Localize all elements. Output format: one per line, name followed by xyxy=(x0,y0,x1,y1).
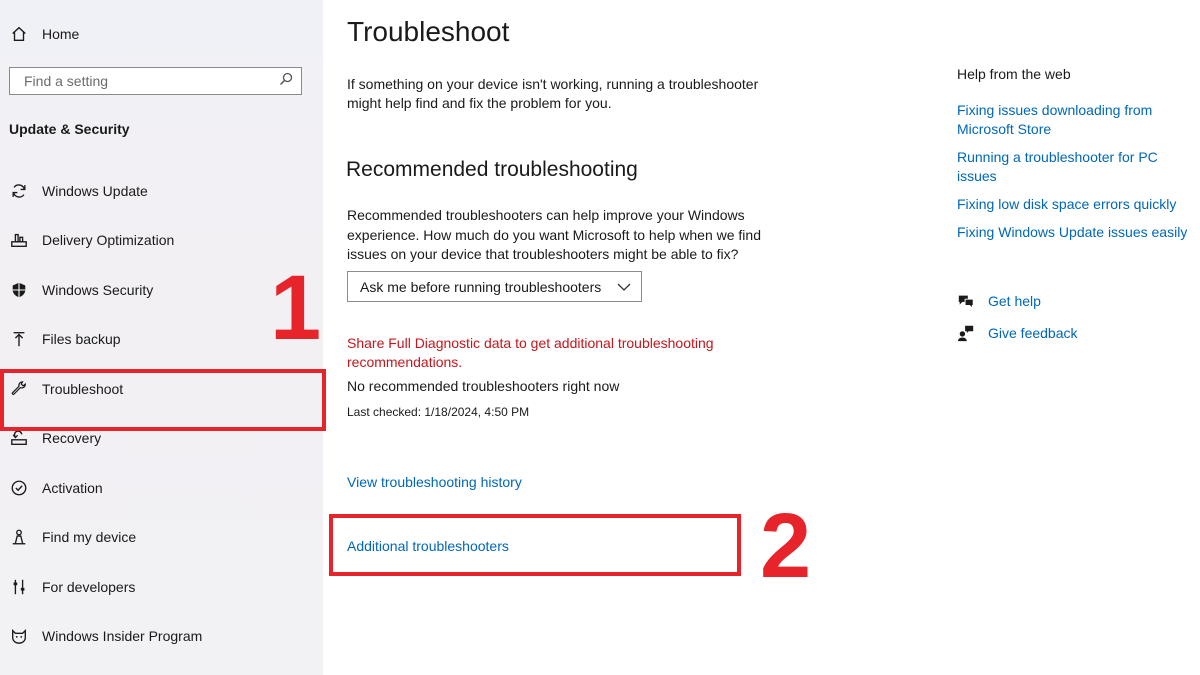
sidebar-item-label: Recovery xyxy=(42,430,102,447)
search-icon[interactable] xyxy=(279,72,293,91)
sidebar-item-delivery-optimization[interactable] xyxy=(9,216,309,266)
nav-home[interactable] xyxy=(9,22,79,46)
sidebar-item-find-my-device[interactable] xyxy=(9,513,309,563)
shield-icon xyxy=(9,280,29,300)
give-feedback-link[interactable] xyxy=(957,323,1078,343)
intro-text: If something on your device isn't working, running a troubleshooter might help find and fix the problem for you. xyxy=(347,76,759,111)
page-title: Troubleshoot xyxy=(347,16,510,47)
annotation-number-2: 2 xyxy=(760,495,812,597)
help-from-web-title: Help from the web xyxy=(957,66,1071,82)
help-link-run-troubleshooter[interactable]: Running a troubleshooter for PC issues xyxy=(957,149,1158,184)
person-location-icon xyxy=(9,527,29,547)
home-icon xyxy=(9,24,29,44)
view-troubleshooting-history-link[interactable]: View troubleshooting history xyxy=(347,474,522,490)
help-link-microsoft-store[interactable]: Fixing issues downloading from Microsoft Store xyxy=(957,102,1153,137)
sidebar-item-label: Windows Insider Program xyxy=(42,628,203,645)
additional-troubleshooters-link[interactable]: Additional troubleshooters xyxy=(347,538,509,554)
dropdown-value: Ask me before running troubleshooters xyxy=(360,278,602,295)
upload-icon xyxy=(9,329,29,349)
no-recommended-text: No recommended troubleshooters right now xyxy=(347,378,620,394)
search-box[interactable] xyxy=(9,67,302,95)
recovery-icon xyxy=(9,428,29,448)
share-diagnostic-data-link[interactable]: Share Full Diagnostic data to get additional troubleshooting recommendations. xyxy=(347,335,714,370)
get-help-link[interactable] xyxy=(957,291,1041,311)
help-links xyxy=(957,101,1197,251)
sidebar-item-label: For developers xyxy=(42,578,136,595)
sidebar-item-windows-update[interactable] xyxy=(9,166,309,216)
recommended-description: Recommended troubleshooters can help improve your Windows experience. How much do you want Microsoft to help when we find issues on your device that troubleshooters might be able to fix? xyxy=(347,207,761,262)
sidebar-item-label: Delivery Optimization xyxy=(42,232,175,249)
insider-cat-icon xyxy=(9,626,29,646)
delivery-icon xyxy=(9,230,29,250)
search-input[interactable] xyxy=(22,72,279,90)
get-help-label: Get help xyxy=(988,293,1041,309)
sidebar-item-label: Find my device xyxy=(42,529,137,546)
give-feedback-label: Give feedback xyxy=(988,325,1078,341)
sidebar-item-activation[interactable] xyxy=(9,463,309,513)
annotation-box-troubleshoot xyxy=(0,369,326,431)
sidebar-item-files-backup[interactable] xyxy=(9,315,309,365)
check-circle-icon xyxy=(9,478,29,498)
chevron-down-icon xyxy=(617,279,631,295)
recommended-heading: Recommended troubleshooting xyxy=(346,158,638,181)
last-checked-text: Last checked: 1/18/2024, 4:50 PM xyxy=(347,405,530,419)
sidebar-item-label: Troubleshoot xyxy=(42,380,124,397)
nav-home-label: Home xyxy=(42,26,80,42)
help-link-windows-update[interactable]: Fixing Windows Update issues easily xyxy=(957,224,1188,240)
sidebar-item-label: Activation xyxy=(42,479,103,496)
sidebar-item-windows-security[interactable] xyxy=(9,265,309,315)
help-link-low-disk-space[interactable]: Fixing low disk space errors quickly xyxy=(957,196,1177,212)
sidebar-item-for-developers[interactable] xyxy=(9,562,309,612)
sync-icon xyxy=(9,181,29,201)
recommended-troubleshooting-dropdown[interactable] xyxy=(347,271,642,302)
section-title: Update & Security xyxy=(9,121,130,137)
chat-help-icon xyxy=(957,291,975,311)
sidebar-item-label: Windows Update xyxy=(42,182,148,199)
sidebar-item-windows-insider-program[interactable] xyxy=(9,612,309,662)
sidebar-item-label: Files backup xyxy=(42,331,121,348)
feedback-person-icon xyxy=(957,323,975,343)
developer-sliders-icon xyxy=(9,577,29,597)
sidebar-item-label: Windows Security xyxy=(42,281,154,298)
annotation-number-1: 1 xyxy=(270,257,322,359)
annotation-box-additional xyxy=(329,514,741,576)
